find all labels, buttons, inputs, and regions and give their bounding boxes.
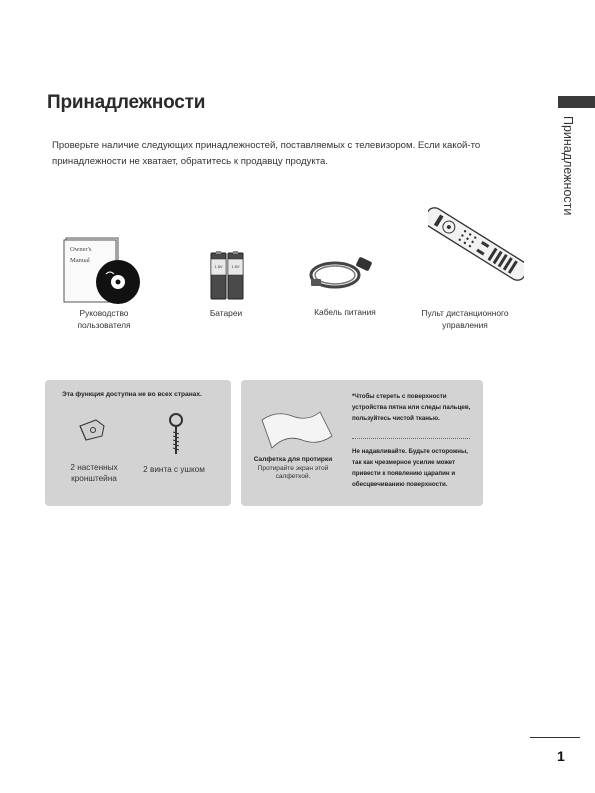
cloth-title: Салфетка для протирки bbox=[253, 456, 333, 463]
power-cable-label: Кабель питания bbox=[314, 307, 376, 317]
footer-rule bbox=[530, 737, 580, 738]
manual-cd-illustration bbox=[62, 236, 144, 304]
section-tab-bar bbox=[558, 96, 595, 108]
manual-label: Руководство пользователя bbox=[77, 308, 131, 330]
intro-text: Проверьте наличие следующих принадлежностей, поставляемых с телевизором. Если какой-то принадлежности не хватает, обратитесь к продавцу продукта. bbox=[52, 140, 481, 167]
eye-bolt-illustration bbox=[166, 412, 186, 456]
availability-note: Эта функция доступна не во всех странах. bbox=[62, 391, 202, 398]
brackets-label: 2 настенных кронштейна bbox=[70, 463, 118, 483]
battery-2-text: 1.5V bbox=[231, 264, 240, 269]
wall-bracket-illustration bbox=[76, 416, 108, 444]
section-tab-label: Принадлежности bbox=[561, 116, 575, 216]
power-cable-illustration bbox=[305, 253, 377, 293]
pressure-warning: Не надавливайте. Будьте осторожны, так как чрезмерное усилие может привести к появлению царапин и обесцвечиванию поверхности. bbox=[352, 448, 469, 488]
batteries-illustration bbox=[209, 251, 245, 301]
note-divider bbox=[352, 438, 470, 439]
battery-1-text: 1.5V bbox=[214, 264, 223, 269]
page-number: 1 bbox=[557, 748, 565, 764]
remote-illustration bbox=[428, 194, 524, 294]
cloth-subtitle: Протирайте экран этой салфеткой. bbox=[257, 465, 329, 480]
cleaning-cloth-illustration bbox=[258, 406, 336, 452]
manual-book-text: Owner's Manual bbox=[70, 246, 92, 264]
batteries-label: Батареи bbox=[209, 308, 243, 318]
remote-label: Пульт дистанционного управления bbox=[421, 308, 509, 330]
optional-accessories-box bbox=[45, 380, 231, 506]
page-title: Принадлежности bbox=[47, 92, 206, 113]
eye-bolts-label: 2 винта с ушком bbox=[143, 465, 205, 474]
cleaning-note: *Чтобы стереть с поверхности устройства пятна или следы пальцев, пользуйтесь чистой тканью. bbox=[352, 393, 471, 422]
